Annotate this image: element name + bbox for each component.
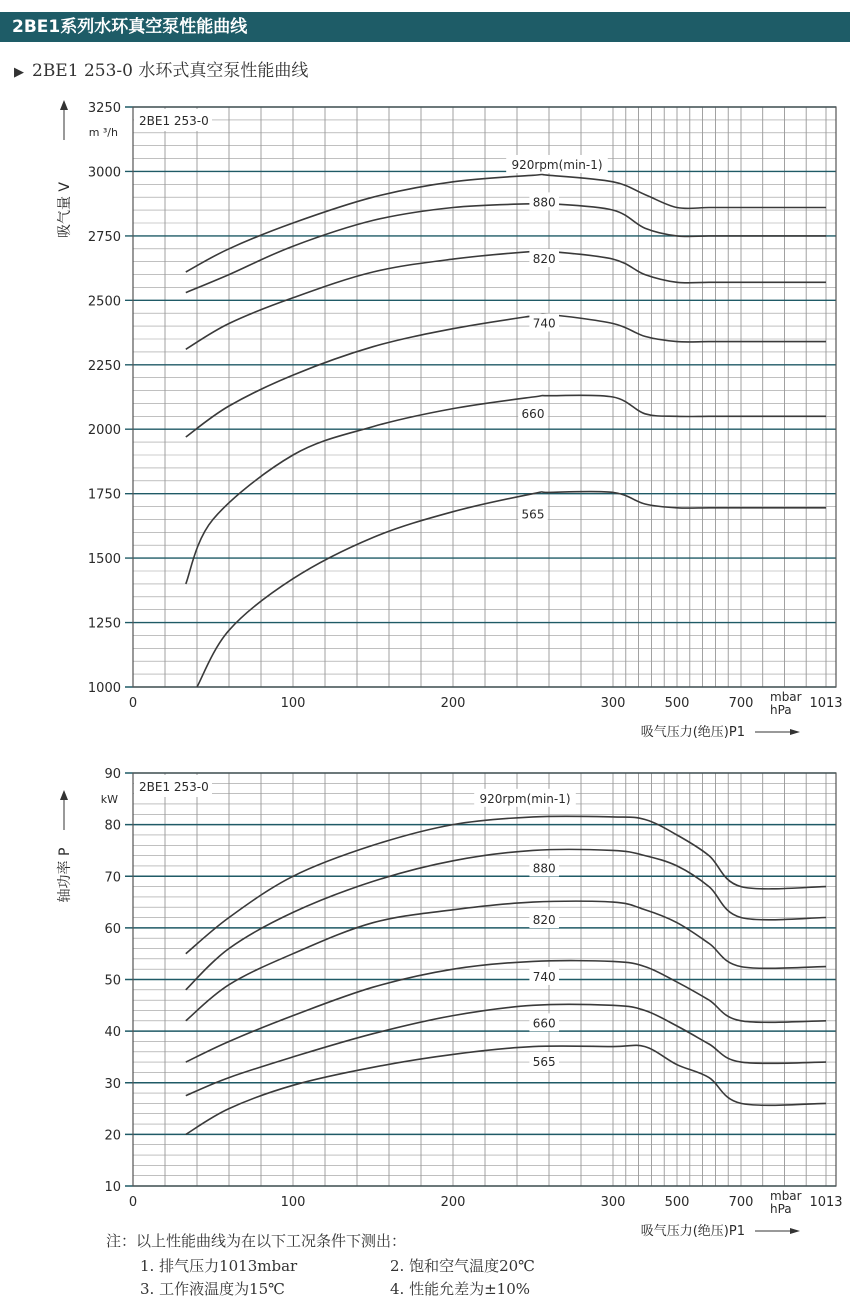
notes-list (140, 1255, 640, 1299)
x-axis-label: 吸气压力(绝压)P1 (640, 725, 745, 740)
x-tick-label: 300 (600, 1195, 626, 1210)
y-axis-label: 轴功率 P (57, 847, 73, 903)
x-tick-label: 700 (728, 696, 754, 711)
model-label: 2BE1 253-0 (139, 114, 209, 128)
y-tick-label: 1500 (87, 552, 121, 568)
arrow-right-icon (790, 729, 800, 735)
x-unit-mbar: mbar (770, 1189, 802, 1203)
x-tick-label: 0 (128, 696, 138, 711)
flow-chart (0, 95, 850, 745)
y-tick-label: 2750 (87, 229, 121, 245)
x-tick-label: 200 (440, 696, 466, 711)
x-axis-label: 吸气压力(绝压)P1 (640, 1224, 745, 1239)
series-label: 660 (532, 1016, 556, 1031)
triangle-icon: ▶ (14, 65, 24, 80)
note-item: 3. 工作液温度为15℃ (140, 1280, 285, 1298)
series-line (186, 849, 826, 989)
plot-frame (133, 107, 836, 687)
y-tick-label: 60 (104, 921, 121, 937)
model-label: 2BE1 253-0 (139, 780, 209, 794)
note-item: 1. 排气压力1013mbar (140, 1257, 298, 1275)
y-tick-label: 20 (104, 1128, 121, 1144)
x-unit-hpa: hPa (770, 1202, 792, 1216)
y-tick-label: 70 (104, 870, 121, 886)
x-tick-label: 1013 (809, 696, 843, 711)
series-label: 920rpm(min-1) (479, 791, 571, 806)
y-tick-label: 1250 (87, 616, 121, 632)
series-label: 565 (532, 1055, 556, 1070)
note-item: 4. 性能允差为±10% (390, 1280, 530, 1298)
series-line (197, 491, 826, 687)
notes-title: 注：以上性能曲线为在以下工况条件下测出： (106, 1232, 407, 1250)
y-tick-label: 40 (104, 1025, 121, 1041)
x-tick-label: 500 (664, 696, 690, 711)
series-label: 920rpm(min-1) (511, 158, 603, 172)
subtitle-text: 2BE1 253-0 水环式真空泵性能曲线 (32, 61, 309, 81)
y-tick-label: 3000 (87, 165, 121, 181)
series-line (186, 961, 826, 1062)
arrow-right-icon (790, 1228, 800, 1234)
y-tick-label: 1750 (87, 487, 121, 503)
y-tick-label: 2250 (87, 358, 121, 374)
series-line (186, 816, 826, 953)
y-tick-label: 30 (104, 1076, 121, 1092)
x-tick-label: 700 (728, 1195, 754, 1210)
y-axis-label: 吸气量 V (57, 181, 73, 239)
header-bar (0, 12, 850, 42)
x-tick-label: 300 (600, 696, 626, 711)
series-label: 565 (521, 507, 545, 522)
y-tick-label: 2000 (87, 423, 121, 439)
x-tick-label: 100 (280, 696, 306, 711)
series-line (186, 395, 826, 584)
y-tick-label: 2500 (87, 294, 121, 310)
notes (106, 1230, 640, 1299)
y-tick-label: 50 (104, 973, 121, 989)
series-label: 660 (521, 406, 545, 421)
header-title: 2BE1系列水环真空泵性能曲线 (12, 17, 248, 37)
series-label: 880 (532, 195, 556, 210)
series-label: 880 (532, 861, 556, 876)
y-unit-label: kW (100, 793, 118, 806)
series-line (186, 203, 826, 293)
y-unit-label: m ³/h (88, 126, 118, 139)
y-tick-label: 90 (104, 767, 121, 782)
x-unit-mbar: mbar (770, 690, 802, 704)
series-label: 740 (532, 969, 556, 984)
note-item: 2. 饱和空气温度20℃ (390, 1257, 535, 1275)
subtitle (14, 56, 308, 81)
power-chart (0, 750, 850, 1240)
x-tick-label: 500 (664, 1195, 690, 1210)
series-line (186, 901, 826, 1021)
x-tick-label: 0 (128, 1195, 138, 1210)
x-tick-label: 100 (280, 1195, 306, 1210)
series-label: 740 (532, 316, 556, 331)
series-line (186, 314, 826, 437)
x-unit-hpa: hPa (770, 703, 792, 717)
x-tick-label: 1013 (809, 1195, 843, 1210)
y-tick-label: 1000 (87, 681, 121, 696)
x-tick-label: 200 (440, 1195, 466, 1210)
y-tick-label: 3250 (87, 101, 121, 116)
series-label: 820 (532, 913, 556, 928)
series-label: 820 (532, 252, 556, 267)
y-tick-label: 80 (104, 818, 121, 834)
y-tick-label: 10 (104, 1180, 121, 1195)
